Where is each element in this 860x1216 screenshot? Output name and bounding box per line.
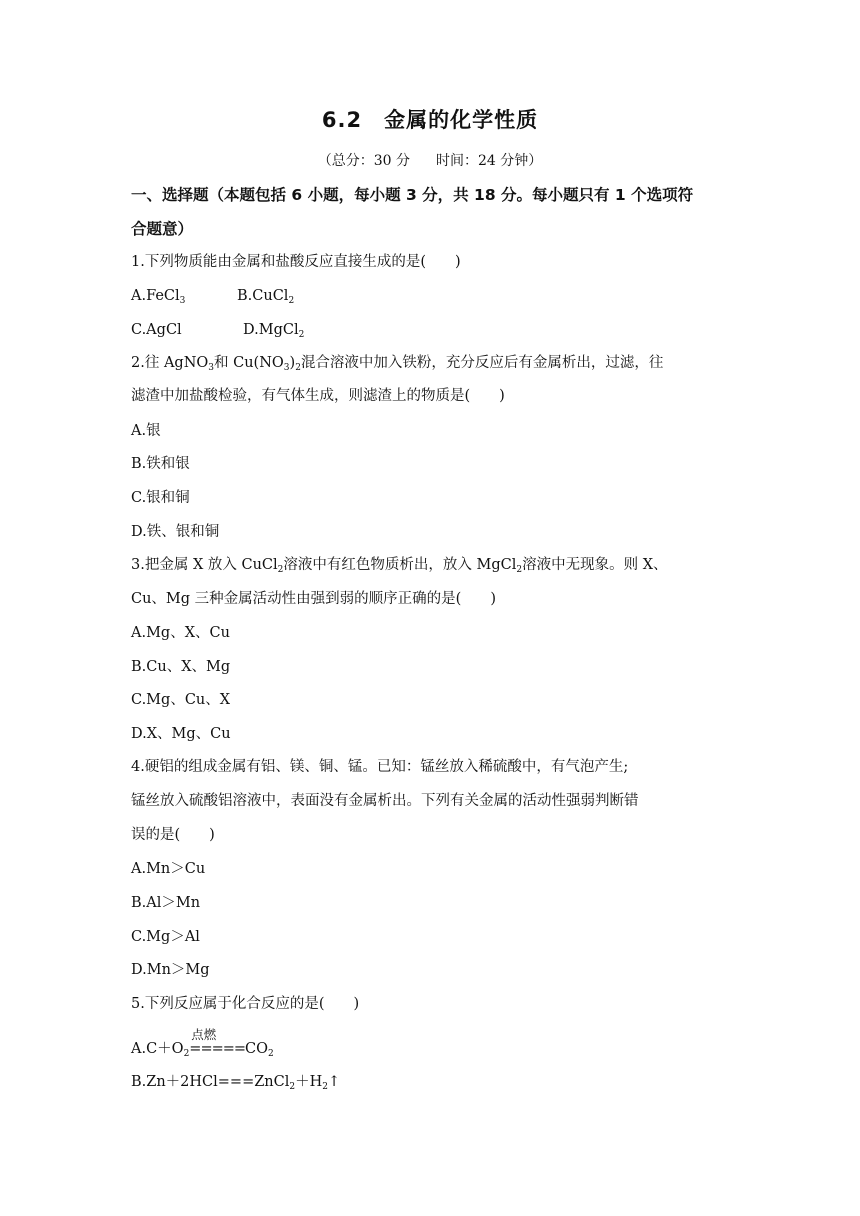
q2-option-b: B.铁和银 xyxy=(131,456,190,472)
q5-option-b: $B.Zn+2HCl===ZnCl_2+H_2↑$ xyxy=(131,1074,341,1092)
q4-option-a: A.Mn＞Cu xyxy=(131,861,206,877)
q4-option-d: D.Mn＞Mg xyxy=(131,962,210,978)
q4-option-b: B.Al＞Mn xyxy=(131,895,201,911)
q1-option-d: D.MgCl$_2$ xyxy=(243,322,305,340)
up-arrow-icon: ↑ xyxy=(328,1074,341,1090)
question-4-stem-line2: 锰丝放入硫酸铝溶液中，表面没有金属析出。下列有关金属的活动性强弱判断错 xyxy=(131,793,639,809)
section-heading-line1: 一、选择题（本题包括 6 小题，每小题 3 分，共 18 分。每小题只有 1 个选项符 xyxy=(131,186,694,204)
equals-sign: ===== xyxy=(189,1041,246,1057)
question-3-stem-line2: Cu、Mg 三种金属活动性由强到弱的顺序正确的是( ) xyxy=(131,591,496,607)
exam-time: 时间：24 分钟） xyxy=(436,153,543,169)
q1-option-c: C.AgCl xyxy=(131,322,182,338)
question-2-stem-line2: 滤渣中加盐酸检验，有气体生成，则滤渣上的物质是( ) xyxy=(131,388,505,404)
section-heading xyxy=(131,178,731,246)
q2-option-d: D.铁、银和铜 xyxy=(131,524,220,540)
condition-label: 点燃 xyxy=(191,1027,217,1042)
reaction-condition xyxy=(189,1027,246,1059)
q3-option-a: A.Mg、X、Cu xyxy=(131,625,230,641)
question-2-stem-line1: 2.往 AgNO$_3$和 $Cu(NO_3)_2$混合溶液中加入铁粉，充分反应后有金属析出，过滤，往 xyxy=(131,355,664,373)
q1-option-a: A.FeCl$_3$ xyxy=(131,288,186,306)
q1-option-b: B.CuCl$_2$ xyxy=(237,288,295,306)
page-title: 6.2 金属的化学性质 xyxy=(321,108,539,132)
question-1-options-cd xyxy=(131,320,731,340)
question-4-stem-line3: 误的是( ) xyxy=(131,827,215,843)
total-score: （总分：30 分 xyxy=(317,153,410,169)
question-4-stem-line1: 4.硬铝的组成金属有铝、镁、铜、锰。已知：锰丝放入稀硫酸中，有气泡产生; xyxy=(131,759,629,775)
q4-option-c: C.Mg＞Al xyxy=(131,929,200,945)
q2-option-a: A.银 xyxy=(131,423,161,439)
question-1-stem: 1.下列物质能由金属和盐酸反应直接生成的是( ) xyxy=(131,254,461,270)
question-3-stem-line1: 3.把金属 X 放入 CuCl$_2$溶液中有红色物质析出，放入 MgCl$_2$溶液中无现象。则 X、 xyxy=(131,557,668,575)
section-heading-line2: 合题意） xyxy=(131,220,194,238)
q2-option-c: C.银和铜 xyxy=(131,490,190,506)
question-5-stem: 5.下列反应属于化合反应的是( ) xyxy=(131,996,360,1012)
q5-option-a: $A.C+O_2$ 点燃 $=====CO_2$ xyxy=(131,1027,274,1059)
question-1-options-ab xyxy=(131,286,731,306)
exam-info xyxy=(0,150,860,170)
q3-option-d: D.X、Mg、Cu xyxy=(131,726,231,742)
q3-option-c: C.Mg、Cu、X xyxy=(131,692,231,708)
q3-option-b: B.Cu、X、Mg xyxy=(131,659,231,675)
